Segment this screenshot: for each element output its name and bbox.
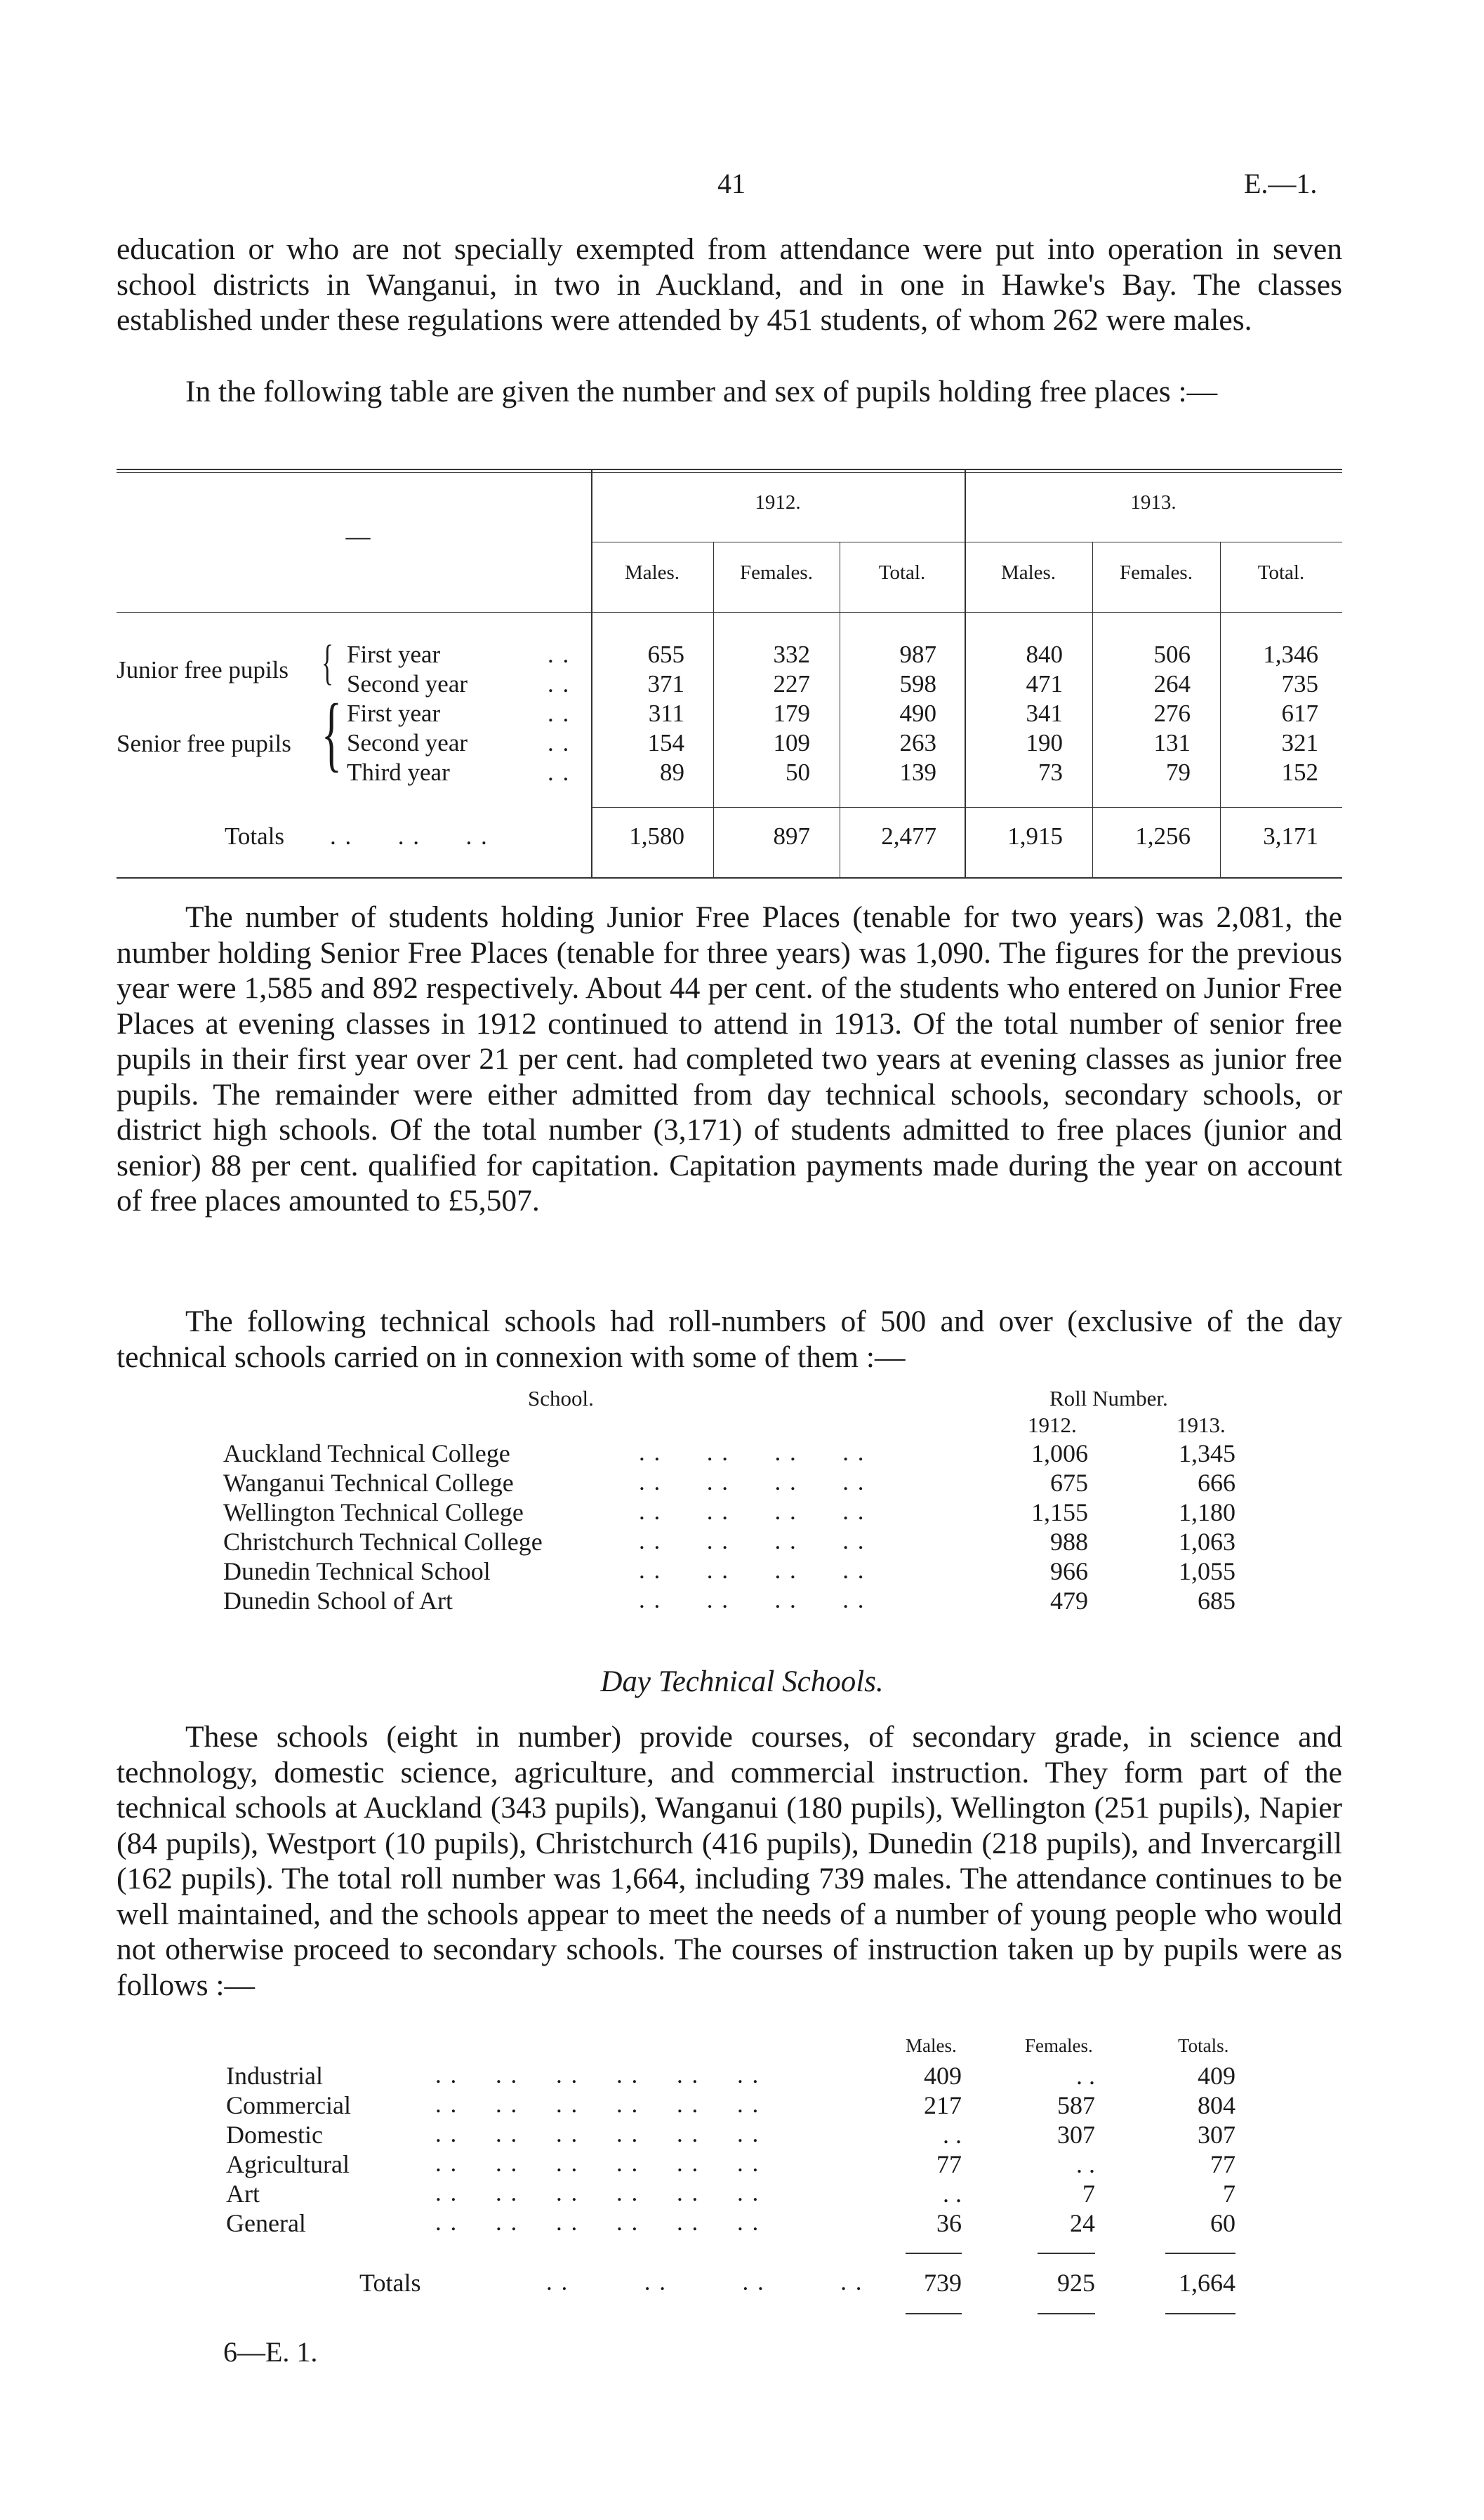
table-cell: 840 <box>1026 641 1063 668</box>
roll-1913: 685 <box>1198 1587 1235 1615</box>
roll-1912: 1,155 <box>1031 1498 1088 1526</box>
roll-1912: 988 <box>1050 1528 1088 1556</box>
roll-leader: . . . . . . . . <box>639 1586 866 1613</box>
stub-dash: — <box>345 523 371 550</box>
course-leader: . . . . . . . . . . . . <box>435 2208 760 2236</box>
course-females: 24 <box>1070 2209 1095 2237</box>
table-cell: 190 <box>1026 729 1063 756</box>
col-total-1913: Total. <box>1257 561 1305 584</box>
course-females: 7 <box>1082 2180 1095 2208</box>
doc-reference: E.—1. <box>1244 168 1318 199</box>
course-males: . . <box>943 2121 962 2149</box>
table-cell: 341 <box>1026 700 1063 727</box>
course-totals: 804 <box>1198 2091 1235 2119</box>
course-leader: . . . . . . . . . . . . <box>435 2179 760 2206</box>
course-males: 409 <box>924 2062 962 2090</box>
roll-1912: 966 <box>1050 1557 1088 1585</box>
table-cell: 490 <box>899 700 936 727</box>
course-males: . . <box>943 2180 962 2208</box>
roll-school-header: School. <box>528 1386 594 1411</box>
table-cell: 311 <box>648 700 684 727</box>
page-number: 41 <box>717 168 746 199</box>
course-name: Commercial <box>226 2091 351 2119</box>
course-leader: . . . . . . . . . . . . <box>435 2149 760 2177</box>
brace-junior: { <box>322 636 333 690</box>
table-cell: 139 <box>899 759 936 786</box>
paragraph-free-places-text: The number of students holding Junior Free Places (tenable for two years) was 2,081, the number holding Senior Free Places (tenable for three years) was 1,090. The figures for the previous year were 1,585 and 892 respectively. About 44 per cent. of the students who entered on Junior Free Places at evening classes in 1912 continued to attend in 1913. Of the total number of senior free pupils in their first year over 21 per cent. had completed two years at evening classes as junior free pupils. The remainder were either admitted from day technical schools, secondary schools, or district high schools. Of the total number (3,171) of students admitted to free places (junior and senior) 88 per cent. qualified for capitation. Capitation payments made during the year on account of free places amounted to £5,507. <box>117 900 1342 1218</box>
row-label-senior-second: Second year <box>347 729 468 756</box>
course-totals: 307 <box>1198 2121 1235 2149</box>
courses-total-males: 739 <box>924 2269 962 2297</box>
bottom-rule-females <box>1038 2313 1095 2314</box>
course-leader: . . . . . . . . . . . . <box>435 2120 760 2147</box>
table-cell: 655 <box>647 641 684 668</box>
table-cell: 89 <box>660 759 684 786</box>
roll-1913: 1,063 <box>1179 1528 1235 1556</box>
table-cell: 321 <box>1281 729 1318 756</box>
table-cell: 50 <box>786 759 810 786</box>
roll-leader: . . . . . . . . <box>639 1498 866 1525</box>
paragraph-regulations-text: education or who are not specially exempted from attendance were put into operation in seven school districts in Wanganui, in two in Auckland, and in one in Hawke's Bay. The classes established under these regulations were attended by 451 students, of whom 262 were males. <box>117 232 1342 337</box>
course-name: General <box>226 2209 306 2237</box>
courses-totals-label: Totals <box>359 2269 421 2297</box>
courses-total-totals: 1,664 <box>1179 2269 1235 2297</box>
roll-1913: 1,345 <box>1179 1439 1235 1467</box>
table-cell: 109 <box>773 729 810 756</box>
course-females: 307 <box>1057 2121 1095 2149</box>
row-label-senior-first: First year <box>347 700 441 727</box>
paragraph-table-intro-text: In the following table are given the number and sex of pupils holding free places :— <box>185 375 1218 408</box>
roll-school: Wellington Technical College <box>223 1498 524 1526</box>
courses-totals-leader: . . . . . . . . <box>546 2268 863 2295</box>
totals-rule-totals <box>1165 2253 1235 2254</box>
group-senior-label: Senior free pupils <box>117 730 291 757</box>
roll-1913: 666 <box>1198 1469 1235 1497</box>
totals-rule-females <box>1038 2253 1095 2254</box>
course-males: 217 <box>924 2091 962 2119</box>
table-cell: 152 <box>1281 759 1318 786</box>
roll-year-1912: 1912. <box>1028 1413 1077 1437</box>
table-cell: 371 <box>647 670 684 698</box>
course-name: Agricultural <box>226 2150 350 2178</box>
bottom-rule-males <box>906 2313 962 2314</box>
roll-leader: . . . . . . . . <box>639 1556 866 1584</box>
roll-1912: 675 <box>1050 1469 1088 1497</box>
courses-total-females: 925 <box>1057 2269 1095 2297</box>
year-1913-header: 1913. <box>1130 491 1177 514</box>
course-name: Domestic <box>226 2121 323 2149</box>
totals-leader: . . . . . . <box>330 822 489 850</box>
course-totals: 7 <box>1223 2180 1235 2208</box>
courses-col-females: Females. <box>1025 2035 1093 2056</box>
row-leader: . . <box>548 759 571 786</box>
col-males-1912: Males. <box>624 561 680 584</box>
totals-label: Totals <box>225 822 285 850</box>
table-cell: 332 <box>773 641 810 668</box>
total-cell: 897 <box>773 822 810 850</box>
table-cell: 263 <box>899 729 936 756</box>
table-cell: 154 <box>647 729 684 756</box>
table-cell: 131 <box>1153 729 1191 756</box>
course-name: Industrial <box>226 2062 323 2090</box>
table-cell: 264 <box>1153 670 1191 698</box>
table-cell: 1,346 <box>1263 641 1318 668</box>
footer-signature: 6—E. 1. <box>223 2336 318 2368</box>
courses-col-totals: Totals. <box>1178 2035 1229 2056</box>
roll-1912: 479 <box>1050 1587 1088 1615</box>
row-leader: . . <box>548 641 571 668</box>
table-cell: 471 <box>1026 670 1063 698</box>
course-leader: . . . . . . . . . . . . <box>435 2091 760 2118</box>
row-label-junior-first: First year <box>347 641 441 668</box>
roll-1912: 1,006 <box>1031 1439 1088 1467</box>
total-cell: 3,171 <box>1263 822 1318 850</box>
table-cell: 179 <box>773 700 810 727</box>
table-cell: 276 <box>1153 700 1191 727</box>
course-females: . . <box>1076 2150 1095 2178</box>
course-males: 77 <box>936 2150 962 2178</box>
table-cell: 73 <box>1038 759 1063 786</box>
roll-1913: 1,055 <box>1179 1557 1235 1585</box>
col-males-1913: Males. <box>1000 561 1056 584</box>
table-cell: 506 <box>1153 641 1191 668</box>
row-leader: . . <box>548 700 571 727</box>
table-cell: 735 <box>1281 670 1318 698</box>
roll-1913: 1,180 <box>1179 1498 1235 1526</box>
table-cell: 227 <box>773 670 810 698</box>
course-females: 587 <box>1057 2091 1095 2119</box>
courses-col-males: Males. <box>906 2035 957 2056</box>
total-cell: 1,915 <box>1007 822 1063 850</box>
brace-senior: { <box>322 686 342 780</box>
roll-leader: . . . . . . . . <box>639 1527 866 1554</box>
course-males: 36 <box>936 2209 962 2237</box>
col-females-1913: Females. <box>1120 561 1193 584</box>
col-total-1912: Total. <box>878 561 926 584</box>
table-cell: 598 <box>899 670 936 698</box>
roll-school: Auckland Technical College <box>223 1439 510 1467</box>
paragraph-day-schools-text: These schools (eight in number) provide courses, of secondary grade, in science and technology, domestic science, agriculture, and commercial instruction. They form part of the technical schools at Auckland (343 pupils), Wanganui (180 pupils), Wellington (251 pupils), Napier (84 pupils), Westport (10 pupils), Christchurch (416 pupils), Dunedin (218 pupils), and Invercargill (162 pupils). The total roll number was 1,664, including 739 males. The attendance continues to be well maintained, and the schools appear to meet the needs of a number of young people who would not otherwise proceed to secondary schools. The courses of instruction taken up by pupils were as follows :— <box>117 1720 1342 2002</box>
total-cell: 2,477 <box>881 822 936 850</box>
course-leader: . . . . . . . . . . . . <box>435 2061 760 2088</box>
course-totals: 409 <box>1198 2062 1235 2090</box>
roll-leader: . . . . . . . . <box>639 1439 866 1466</box>
paragraph-rolls-intro-text: The following technical schools had roll-numbers of 500 and over (exclusive of the day technical schools carried on in connexion with some of them :— <box>117 1305 1342 1374</box>
course-females: . . <box>1076 2062 1095 2090</box>
roll-school: Dunedin Technical School <box>223 1557 491 1585</box>
section-title: Day Technical Schools. <box>600 1665 884 1698</box>
roll-leader: . . . . . . . . <box>639 1468 866 1495</box>
table-cell: 987 <box>899 641 936 668</box>
total-cell: 1,256 <box>1135 822 1191 850</box>
bottom-rule-totals <box>1165 2313 1235 2314</box>
roll-number-header: Roll Number. <box>1049 1386 1168 1411</box>
year-1912-header: 1912. <box>755 491 801 514</box>
roll-school: Christchurch Technical College <box>223 1528 543 1556</box>
total-cell: 1,580 <box>629 822 684 850</box>
roll-school: Wanganui Technical College <box>223 1469 514 1497</box>
course-totals: 60 <box>1210 2209 1235 2237</box>
row-label-junior-second: Second year <box>347 670 468 698</box>
row-leader: . . <box>548 670 571 698</box>
course-name: Art <box>226 2180 260 2208</box>
course-totals: 77 <box>1210 2150 1235 2178</box>
table-cell: 617 <box>1281 700 1318 727</box>
totals-rule-males <box>906 2253 962 2254</box>
row-label-senior-third: Third year <box>347 759 450 786</box>
roll-year-1913: 1913. <box>1177 1413 1226 1437</box>
table-cell: 79 <box>1166 759 1191 786</box>
row-leader: . . <box>548 729 571 756</box>
col-females-1912: Females. <box>740 561 813 584</box>
group-junior-label: Junior free pupils <box>117 656 289 684</box>
roll-school: Dunedin School of Art <box>223 1587 453 1615</box>
